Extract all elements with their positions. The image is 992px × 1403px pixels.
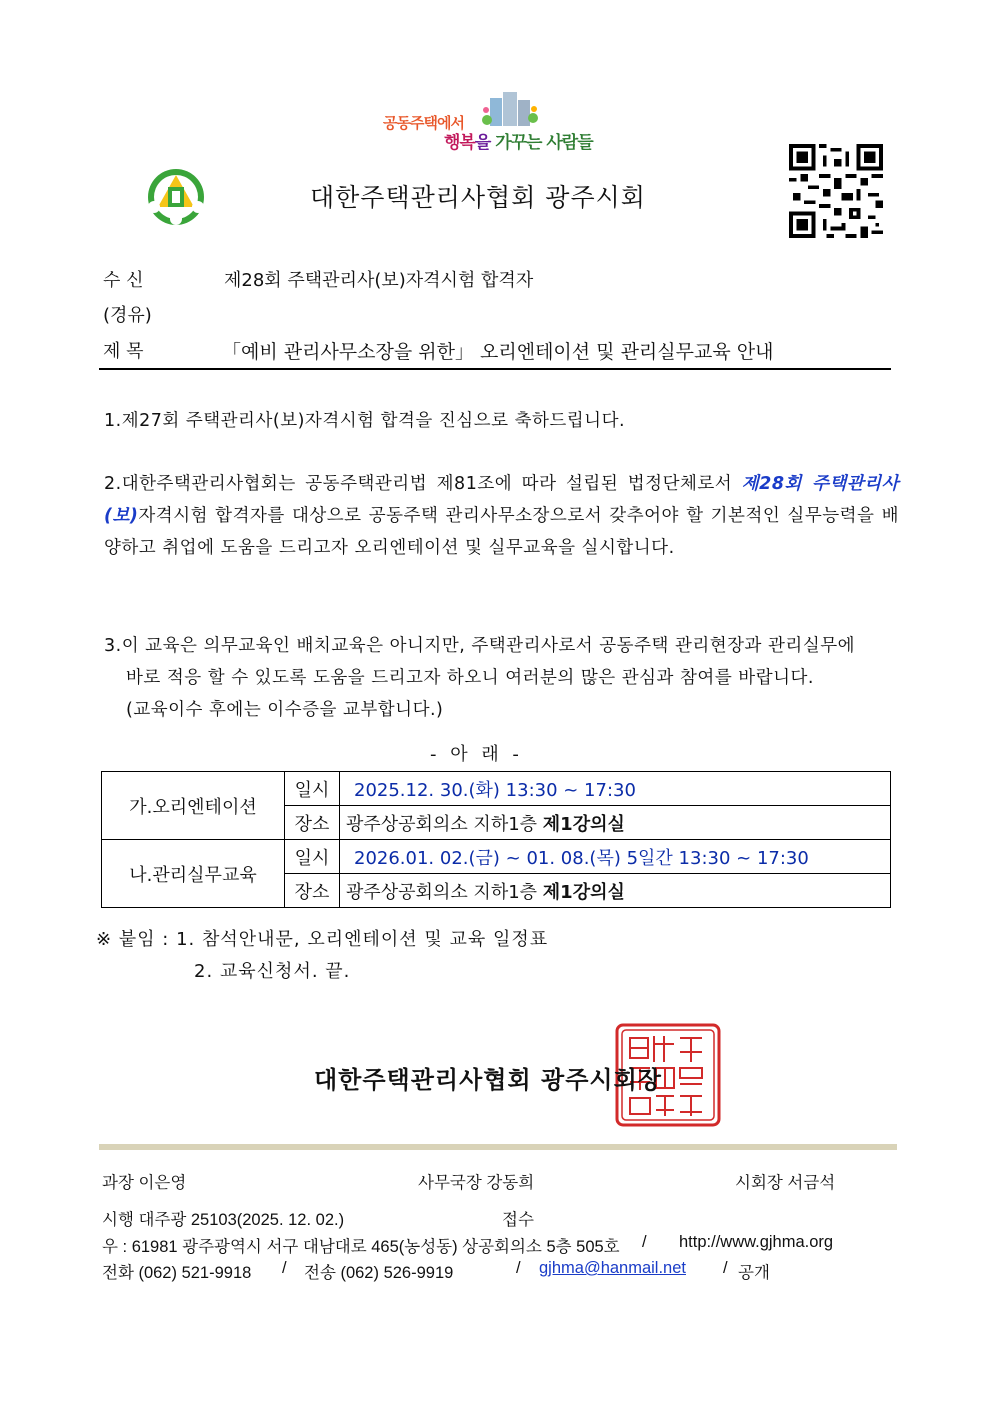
recipient-label: 수 신 (103, 270, 144, 291)
training-place: 광주상공회의소 지하1층 제1강의실 (340, 874, 891, 908)
separator: / (516, 1259, 521, 1277)
association-logo-icon (146, 167, 206, 227)
date-label: 일시 (285, 840, 340, 874)
place-label: 장소 (285, 874, 340, 908)
subject-value: 「예비 관리사무소장을 위한」 오리엔테이션 및 관리실무교육 안내 (222, 341, 774, 363)
postal-address: 우 : 61981 광주광역시 서구 대남대로 465(농성동) 상공회의소 5층 505호 (102, 1238, 620, 1256)
receipt-label: 접수 (502, 1211, 534, 1229)
manager-signatory: 과장 이은영 (102, 1174, 187, 1192)
paragraph-2: 2.대한주택관리사협회는 공동주택관리법 제81조에 따라 설립된 법정단체로서 제28회 주택관리사(보)자격시험 합격자를 대상으로 공동주택 관리사무소장으로서 갖추어야 할 기본적인 실무능력을 배양하고 취업에 도움을 드리고자 오리엔테이션 및 실무교육을 실시합니다. (104, 474, 899, 558)
subject-divider (99, 368, 891, 370)
building-illustration-icon (482, 88, 538, 128)
paragraph-3: 3.이 교육은 의무교육인 배치교육은 아니지만, 주택관리사로서 공동주택 관리현장과 관리실무에 바로 적응 할 수 있도록 도움을 드리고자 하오니 여러분의 많은 관심과 참여를 바랍니다. (교육이수 후에는 이수증을 교부합니다.) (104, 636, 856, 720)
orientation-place: 광주상공회의소 지하1층 제1강의실 (340, 806, 891, 840)
email-link[interactable]: gjhma@hanmail.net (539, 1259, 686, 1277)
category-orientation: 가.오리엔테이션 (102, 772, 285, 840)
sender-name: 대한주택관리사협회 광주시회장 (314, 1066, 662, 1094)
phone-number: 전화 (062) 521-9918 (102, 1264, 252, 1282)
highlight-exam-round: 제28회 주택관리사(보) (104, 474, 899, 526)
separator: / (642, 1233, 647, 1251)
secretary-signatory: 사무국장 강동희 (418, 1174, 535, 1192)
subject-label: 제 목 (103, 341, 144, 362)
footer-divider (99, 1144, 897, 1150)
attachment-line-1: ※ 붙임 : 1. 참석안내문, 오리엔테이션 및 교육 일정표 (96, 929, 549, 950)
qr-code-icon[interactable] (789, 144, 883, 238)
place-label: 장소 (285, 806, 340, 840)
slogan-line2: 행복을 가꾸는 사람들 (444, 133, 593, 153)
orientation-date: 2025.12. 30.(화) 13:30 ~ 17:30 (340, 772, 891, 806)
attachment-line-2: 2. 교육신청서. 끝. (194, 961, 351, 982)
table-row (102, 772, 891, 806)
separator: / (282, 1259, 287, 1277)
enforcement-number: 시행 대주광 25103(2025. 12. 02.) (102, 1211, 345, 1229)
org-title: 대한주택관리사협회 광주시회 (310, 183, 646, 212)
disclosure-status: 공개 (738, 1264, 770, 1282)
table-row (102, 840, 891, 874)
training-date: 2026.01. 02.(금) ~ 01. 08.(목) 5일간 13:30 ~ 17:30 (340, 840, 891, 874)
via-label: (경유) (103, 305, 152, 326)
website-link[interactable]: http://www.gjhma.org (679, 1233, 834, 1251)
fax-number: 전송 (062) 526-9919 (304, 1264, 454, 1282)
president-signatory: 시회장 서금석 (735, 1174, 836, 1192)
date-label: 일시 (285, 772, 340, 806)
slogan-line1: 공동주택에서 (383, 114, 464, 132)
below-heading: - 아 래 - (430, 744, 523, 765)
schedule-table (101, 771, 891, 908)
recipient-value: 제28회 주택관리사(보)자격시험 합격자 (224, 270, 534, 291)
separator: / (723, 1259, 728, 1277)
paragraph-1: 1.제27회 주택관리사(보)자격시험 합격을 진심으로 축하드립니다. (104, 411, 626, 431)
category-practice-training: 나.관리실무교육 (102, 840, 285, 908)
